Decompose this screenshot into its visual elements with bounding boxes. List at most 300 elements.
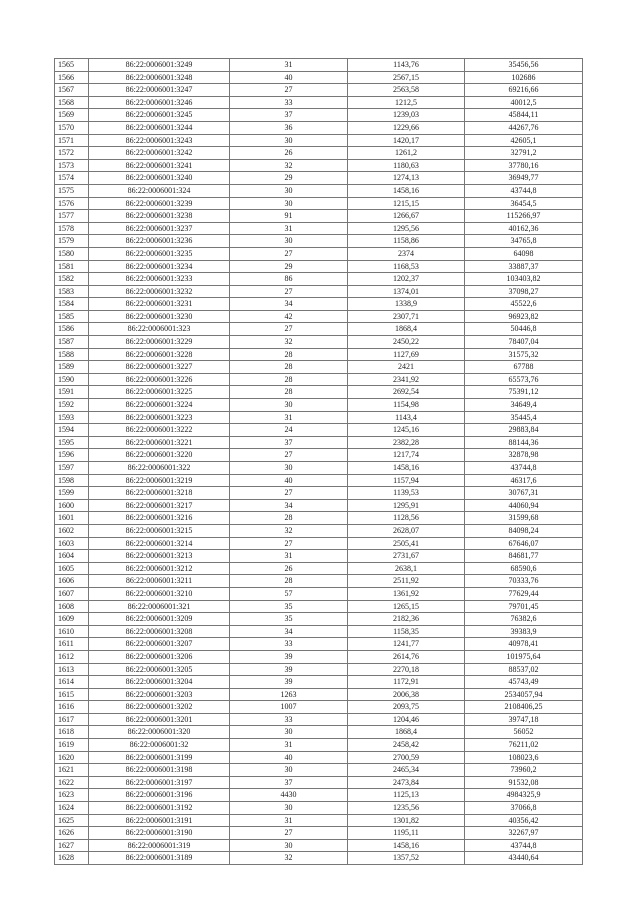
unit-value-cell: 2465,34 (348, 764, 465, 777)
unit-value-cell: 2270,18 (348, 663, 465, 676)
quantity-cell: 27 (230, 537, 348, 550)
quantity-cell: 39 (230, 663, 348, 676)
table-row (55, 134, 583, 147)
unit-value-cell: 1195,11 (348, 827, 465, 840)
cadastral-number-cell: 86:22:0006001:3212 (89, 562, 230, 575)
table-row (55, 109, 583, 122)
quantity-cell: 32 (230, 852, 348, 865)
unit-value-cell: 1158,35 (348, 625, 465, 638)
total-value-cell: 50446,8 (465, 323, 583, 336)
cadastral-number-cell: 86:22:0006001:3224 (89, 399, 230, 412)
unit-value-cell: 1301,82 (348, 814, 465, 827)
quantity-cell: 27 (230, 247, 348, 260)
table-row (55, 260, 583, 273)
quantity-cell: 4430 (230, 789, 348, 802)
table-row (55, 348, 583, 361)
total-value-cell: 40162,36 (465, 222, 583, 235)
cadastral-number-cell: 86:22:0006001:3243 (89, 134, 230, 147)
total-value-cell: 84681,77 (465, 550, 583, 563)
quantity-cell: 27 (230, 449, 348, 462)
total-value-cell: 84098,24 (465, 524, 583, 537)
row-number-cell: 1565 (55, 59, 89, 72)
total-value-cell: 91532,08 (465, 776, 583, 789)
cadastral-number-cell: 86:22:0006001:3207 (89, 638, 230, 651)
cadastral-number-cell: 86:22:0006001:3191 (89, 814, 230, 827)
row-number-cell: 1614 (55, 676, 89, 689)
row-number-cell: 1597 (55, 462, 89, 475)
unit-value-cell: 2628,07 (348, 524, 465, 537)
quantity-cell: 91 (230, 210, 348, 223)
row-number-cell: 1569 (55, 109, 89, 122)
total-value-cell: 35456,56 (465, 59, 583, 72)
table-row (55, 147, 583, 160)
row-number-cell: 1612 (55, 650, 89, 663)
row-number-cell: 1585 (55, 310, 89, 323)
quantity-cell: 40 (230, 71, 348, 84)
row-number-cell: 1621 (55, 764, 89, 777)
cadastral-number-cell: 86:22:0006001:3217 (89, 499, 230, 512)
total-value-cell: 43744,8 (465, 184, 583, 197)
total-value-cell: 43440,64 (465, 852, 583, 865)
unit-value-cell: 1204,46 (348, 713, 465, 726)
cadastral-number-cell: 86:22:0006001:3233 (89, 273, 230, 286)
unit-value-cell: 1868,4 (348, 323, 465, 336)
unit-value-cell: 2382,28 (348, 436, 465, 449)
unit-value-cell: 2093,75 (348, 701, 465, 714)
table-row (55, 273, 583, 286)
row-number-cell: 1628 (55, 852, 89, 865)
row-number-cell: 1609 (55, 613, 89, 626)
quantity-cell: 31 (230, 739, 348, 752)
row-number-cell: 1590 (55, 373, 89, 386)
quantity-cell: 1263 (230, 688, 348, 701)
unit-value-cell: 1139,53 (348, 487, 465, 500)
total-value-cell: 34649,4 (465, 399, 583, 412)
cadastral-number-cell: 86:22:0006001:3215 (89, 524, 230, 537)
row-number-cell: 1600 (55, 499, 89, 512)
quantity-cell: 57 (230, 587, 348, 600)
row-number-cell: 1613 (55, 663, 89, 676)
table-row (55, 524, 583, 537)
total-value-cell: 96923,82 (465, 310, 583, 323)
row-number-cell: 1610 (55, 625, 89, 638)
total-value-cell: 78407,04 (465, 336, 583, 349)
unit-value-cell: 1235,56 (348, 802, 465, 815)
total-value-cell: 40012,5 (465, 96, 583, 109)
cadastral-number-cell: 86:22:0006001:3222 (89, 424, 230, 437)
row-number-cell: 1618 (55, 726, 89, 739)
quantity-cell: 36 (230, 121, 348, 134)
table-row (55, 373, 583, 386)
total-value-cell: 73960,2 (465, 764, 583, 777)
total-value-cell: 29883,84 (465, 424, 583, 437)
quantity-cell: 34 (230, 625, 348, 638)
unit-value-cell: 1217,74 (348, 449, 465, 462)
table-row (55, 688, 583, 701)
quantity-cell: 1007 (230, 701, 348, 714)
total-value-cell: 40356,42 (465, 814, 583, 827)
table-row (55, 298, 583, 311)
total-value-cell: 32878,98 (465, 449, 583, 462)
table-row (55, 222, 583, 235)
quantity-cell: 30 (230, 197, 348, 210)
cadastral-number-cell: 86:22:0006001:319 (89, 839, 230, 852)
cadastral-number-cell: 86:22:0006001:3192 (89, 802, 230, 815)
row-number-cell: 1580 (55, 247, 89, 260)
quantity-cell: 40 (230, 474, 348, 487)
unit-value-cell: 1154,98 (348, 399, 465, 412)
unit-value-cell: 1266,67 (348, 210, 465, 223)
row-number-cell: 1626 (55, 827, 89, 840)
cadastral-number-cell: 86:22:0006001:3229 (89, 336, 230, 349)
table-row (55, 638, 583, 651)
row-number-cell: 1602 (55, 524, 89, 537)
row-number-cell: 1623 (55, 789, 89, 802)
cadastral-number-cell: 86:22:0006001:3197 (89, 776, 230, 789)
unit-value-cell: 2307,71 (348, 310, 465, 323)
unit-value-cell: 2638,1 (348, 562, 465, 575)
quantity-cell: 31 (230, 550, 348, 563)
quantity-cell: 34 (230, 298, 348, 311)
cadastral-number-cell: 86:22:0006001:3247 (89, 84, 230, 97)
cadastral-number-cell: 86:22:0006001:3208 (89, 625, 230, 638)
table-row (55, 71, 583, 84)
row-number-cell: 1578 (55, 222, 89, 235)
table-row (55, 676, 583, 689)
total-value-cell: 37780,16 (465, 159, 583, 172)
row-number-cell: 1591 (55, 386, 89, 399)
unit-value-cell: 1420,17 (348, 134, 465, 147)
quantity-cell: 31 (230, 411, 348, 424)
total-value-cell: 4984325,9 (465, 789, 583, 802)
row-number-cell: 1605 (55, 562, 89, 575)
quantity-cell: 28 (230, 373, 348, 386)
total-value-cell: 32791,2 (465, 147, 583, 160)
quantity-cell: 29 (230, 260, 348, 273)
cadastral-number-cell: 86:22:0006001:3199 (89, 751, 230, 764)
quantity-cell: 37 (230, 109, 348, 122)
quantity-cell: 35 (230, 600, 348, 613)
quantity-cell: 32 (230, 336, 348, 349)
unit-value-cell: 1125,13 (348, 789, 465, 802)
table-row (55, 751, 583, 764)
table-row (55, 650, 583, 663)
cadastral-number-cell: 86:22:0006001:3213 (89, 550, 230, 563)
table-row (55, 336, 583, 349)
cadastral-number-cell: 86:22:0006001:3226 (89, 373, 230, 386)
cadastral-number-cell: 86:22:0006001:3238 (89, 210, 230, 223)
row-number-cell: 1583 (55, 285, 89, 298)
cadastral-number-cell: 86:22:0006001:320 (89, 726, 230, 739)
table-row (55, 361, 583, 374)
table-row (55, 487, 583, 500)
quantity-cell: 28 (230, 348, 348, 361)
quantity-cell: 40 (230, 751, 348, 764)
quantity-cell: 86 (230, 273, 348, 286)
unit-value-cell: 1172,91 (348, 676, 465, 689)
unit-value-cell: 1128,56 (348, 512, 465, 525)
cadastral-number-cell: 86:22:0006001:3189 (89, 852, 230, 865)
table-row (55, 537, 583, 550)
data-table (54, 58, 583, 865)
table-row (55, 210, 583, 223)
total-value-cell: 31575,32 (465, 348, 583, 361)
row-number-cell: 1598 (55, 474, 89, 487)
total-value-cell: 77629,44 (465, 587, 583, 600)
table-row (55, 814, 583, 827)
table-row (55, 764, 583, 777)
quantity-cell: 39 (230, 650, 348, 663)
unit-value-cell: 2421 (348, 361, 465, 374)
quantity-cell: 30 (230, 184, 348, 197)
cadastral-number-cell: 86:22:0006001:3223 (89, 411, 230, 424)
table-row (55, 59, 583, 72)
row-number-cell: 1579 (55, 235, 89, 248)
row-number-cell: 1611 (55, 638, 89, 651)
cadastral-number-cell: 86:22:0006001:3203 (89, 688, 230, 701)
cadastral-number-cell: 86:22:0006001:3211 (89, 575, 230, 588)
table-row (55, 235, 583, 248)
table-row (55, 411, 583, 424)
table-row (55, 386, 583, 399)
row-number-cell: 1575 (55, 184, 89, 197)
cadastral-number-cell: 86:22:0006001:3220 (89, 449, 230, 462)
cadastral-number-cell: 86:22:0006001:3214 (89, 537, 230, 550)
table-row (55, 197, 583, 210)
cadastral-number-cell: 86:22:0006001:3237 (89, 222, 230, 235)
quantity-cell: 33 (230, 96, 348, 109)
unit-value-cell: 1374,01 (348, 285, 465, 298)
cadastral-number-cell: 86:22:0006001:3228 (89, 348, 230, 361)
row-number-cell: 1606 (55, 575, 89, 588)
total-value-cell: 65573,76 (465, 373, 583, 386)
total-value-cell: 44267,76 (465, 121, 583, 134)
cadastral-number-cell: 86:22:0006001:3249 (89, 59, 230, 72)
cadastral-number-cell: 86:22:0006001:32 (89, 739, 230, 752)
unit-value-cell: 2006,38 (348, 688, 465, 701)
unit-value-cell: 2614,76 (348, 650, 465, 663)
cadastral-number-cell: 86:22:0006001:3240 (89, 172, 230, 185)
cadastral-number-cell: 86:22:0006001:3245 (89, 109, 230, 122)
quantity-cell: 30 (230, 399, 348, 412)
quantity-cell: 26 (230, 562, 348, 575)
row-number-cell: 1608 (55, 600, 89, 613)
unit-value-cell: 2341,92 (348, 373, 465, 386)
quantity-cell: 26 (230, 147, 348, 160)
cadastral-number-cell: 86:22:0006001:3219 (89, 474, 230, 487)
table-row (55, 852, 583, 865)
total-value-cell: 101975,64 (465, 650, 583, 663)
table-row (55, 96, 583, 109)
unit-value-cell: 1229,66 (348, 121, 465, 134)
quantity-cell: 28 (230, 575, 348, 588)
cadastral-number-cell: 86:22:0006001:3248 (89, 71, 230, 84)
row-number-cell: 1577 (55, 210, 89, 223)
table-row (55, 436, 583, 449)
unit-value-cell: 2505,41 (348, 537, 465, 550)
unit-value-cell: 1127,69 (348, 348, 465, 361)
row-number-cell: 1586 (55, 323, 89, 336)
unit-value-cell: 1158,86 (348, 235, 465, 248)
total-value-cell: 45844,11 (465, 109, 583, 122)
table-row (55, 474, 583, 487)
unit-value-cell: 1239,03 (348, 109, 465, 122)
unit-value-cell: 1202,37 (348, 273, 465, 286)
total-value-cell: 76211,02 (465, 739, 583, 752)
total-value-cell: 2534057,94 (465, 688, 583, 701)
quantity-cell: 27 (230, 84, 348, 97)
total-value-cell: 88144,36 (465, 436, 583, 449)
table-row (55, 424, 583, 437)
cadastral-number-cell: 86:22:0006001:3204 (89, 676, 230, 689)
table-row (55, 247, 583, 260)
table-row (55, 776, 583, 789)
cadastral-number-cell: 86:22:0006001:3239 (89, 197, 230, 210)
cadastral-number-cell: 86:22:0006001:3244 (89, 121, 230, 134)
quantity-cell: 39 (230, 676, 348, 689)
row-number-cell: 1617 (55, 713, 89, 726)
total-value-cell: 39383,9 (465, 625, 583, 638)
quantity-cell: 37 (230, 776, 348, 789)
row-number-cell: 1604 (55, 550, 89, 563)
cadastral-number-cell: 86:22:0006001:321 (89, 600, 230, 613)
table-row (55, 613, 583, 626)
row-number-cell: 1576 (55, 197, 89, 210)
unit-value-cell: 1338,9 (348, 298, 465, 311)
quantity-cell: 29 (230, 172, 348, 185)
row-number-cell: 1622 (55, 776, 89, 789)
quantity-cell: 27 (230, 285, 348, 298)
quantity-cell: 27 (230, 827, 348, 840)
table-row (55, 84, 583, 97)
unit-value-cell: 1215,15 (348, 197, 465, 210)
table-row (55, 789, 583, 802)
table-row (55, 449, 583, 462)
total-value-cell: 79701,45 (465, 600, 583, 613)
unit-value-cell: 1295,56 (348, 222, 465, 235)
total-value-cell: 32267,97 (465, 827, 583, 840)
total-value-cell: 36949,77 (465, 172, 583, 185)
unit-value-cell: 2473,84 (348, 776, 465, 789)
cadastral-number-cell: 86:22:0006001:3241 (89, 159, 230, 172)
unit-value-cell: 1212,5 (348, 96, 465, 109)
table-row (55, 713, 583, 726)
unit-value-cell: 2731,67 (348, 550, 465, 563)
unit-value-cell: 1265,15 (348, 600, 465, 613)
total-value-cell: 67788 (465, 361, 583, 374)
row-number-cell: 1587 (55, 336, 89, 349)
total-value-cell: 35445,4 (465, 411, 583, 424)
cadastral-number-cell: 86:22:0006001:3227 (89, 361, 230, 374)
unit-value-cell: 1357,52 (348, 852, 465, 865)
row-number-cell: 1619 (55, 739, 89, 752)
total-value-cell: 67646,07 (465, 537, 583, 550)
total-value-cell: 43744,8 (465, 839, 583, 852)
table-row (55, 323, 583, 336)
row-number-cell: 1607 (55, 587, 89, 600)
unit-value-cell: 1245,16 (348, 424, 465, 437)
table-row (55, 499, 583, 512)
cadastral-number-cell: 86:22:0006001:3230 (89, 310, 230, 323)
table-row (55, 802, 583, 815)
row-number-cell: 1599 (55, 487, 89, 500)
cadastral-number-cell: 86:22:0006001:3242 (89, 147, 230, 160)
total-value-cell: 34765,8 (465, 235, 583, 248)
table-row (55, 512, 583, 525)
table-row (55, 827, 583, 840)
total-value-cell: 45743,49 (465, 676, 583, 689)
cadastral-number-cell: 86:22:0006001:3205 (89, 663, 230, 676)
table-row (55, 285, 583, 298)
quantity-cell: 31 (230, 222, 348, 235)
unit-value-cell: 1458,16 (348, 839, 465, 852)
total-value-cell: 75391,12 (465, 386, 583, 399)
row-number-cell: 1627 (55, 839, 89, 852)
total-value-cell: 46317,6 (465, 474, 583, 487)
row-number-cell: 1584 (55, 298, 89, 311)
row-number-cell: 1566 (55, 71, 89, 84)
quantity-cell: 28 (230, 512, 348, 525)
unit-value-cell: 1458,16 (348, 184, 465, 197)
total-value-cell: 108023,6 (465, 751, 583, 764)
unit-value-cell: 1295,91 (348, 499, 465, 512)
row-number-cell: 1588 (55, 348, 89, 361)
cadastral-number-cell: 86:22:0006001:3201 (89, 713, 230, 726)
total-value-cell: 42605,1 (465, 134, 583, 147)
unit-value-cell: 2182,36 (348, 613, 465, 626)
table-row (55, 663, 583, 676)
total-value-cell: 103403,82 (465, 273, 583, 286)
row-number-cell: 1624 (55, 802, 89, 815)
table-row (55, 587, 583, 600)
unit-value-cell: 2458,42 (348, 739, 465, 752)
table-row (55, 172, 583, 185)
row-number-cell: 1603 (55, 537, 89, 550)
quantity-cell: 30 (230, 235, 348, 248)
cadastral-number-cell: 86:22:0006001:3235 (89, 247, 230, 260)
total-value-cell: 115266,97 (465, 210, 583, 223)
quantity-cell: 35 (230, 613, 348, 626)
quantity-cell: 33 (230, 638, 348, 651)
total-value-cell: 36454,5 (465, 197, 583, 210)
cadastral-number-cell: 86:22:0006001:323 (89, 323, 230, 336)
unit-value-cell: 1458,16 (348, 462, 465, 475)
cadastral-number-cell: 86:22:0006001:3206 (89, 650, 230, 663)
unit-value-cell: 2567,15 (348, 71, 465, 84)
cadastral-number-cell: 86:22:0006001:3196 (89, 789, 230, 802)
cadastral-number-cell: 86:22:0006001:3246 (89, 96, 230, 109)
total-value-cell: 31599,68 (465, 512, 583, 525)
table-row (55, 562, 583, 575)
unit-value-cell: 1143,76 (348, 59, 465, 72)
total-value-cell: 44060,94 (465, 499, 583, 512)
total-value-cell: 43744,8 (465, 462, 583, 475)
quantity-cell: 30 (230, 839, 348, 852)
unit-value-cell: 1180,63 (348, 159, 465, 172)
cadastral-number-cell: 86:22:0006001:3232 (89, 285, 230, 298)
unit-value-cell: 1157,94 (348, 474, 465, 487)
row-number-cell: 1572 (55, 147, 89, 160)
cadastral-number-cell: 86:22:0006001:324 (89, 184, 230, 197)
quantity-cell: 27 (230, 487, 348, 500)
unit-value-cell: 1274,13 (348, 172, 465, 185)
table-row (55, 625, 583, 638)
quantity-cell: 30 (230, 134, 348, 147)
cadastral-number-cell: 86:22:0006001:3231 (89, 298, 230, 311)
quantity-cell: 33 (230, 713, 348, 726)
quantity-cell: 28 (230, 361, 348, 374)
row-number-cell: 1567 (55, 84, 89, 97)
